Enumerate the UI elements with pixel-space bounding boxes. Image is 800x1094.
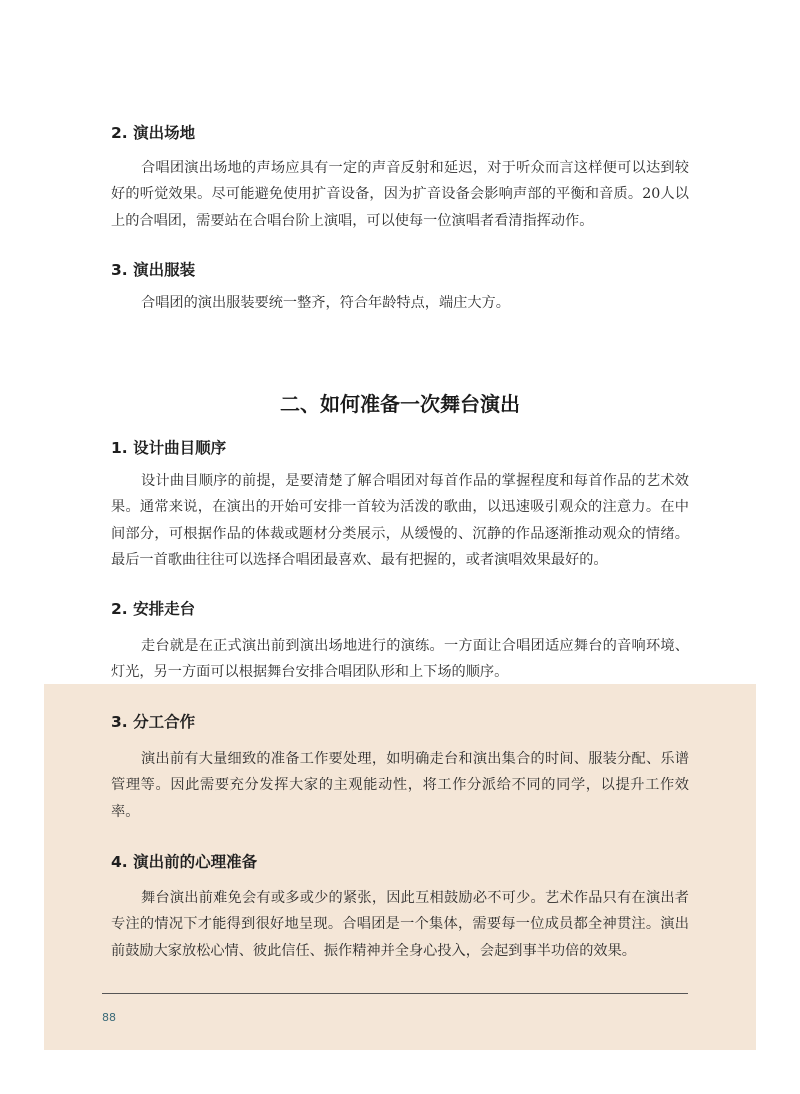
paragraph-rehearsal: 走台就是在正式演出前到演出场地进行的演练。一方面让合唱团适应舞台的音响环境、灯光，另一方面可以根据舞台安排合唱团队形和上下场的顺序。	[111, 638, 689, 681]
section-heading-venue: 2. 演出场地	[111, 124, 196, 142]
chapter-title: 二、如何准备一次舞台演出	[280, 392, 520, 416]
paragraph-costume: 合唱团的演出服装要统一整齐，符合年龄特点，端庄大方。	[141, 295, 510, 311]
subsection-heading-program-order: 1. 设计曲目顺序	[111, 439, 227, 457]
subsection-heading-rehearsal: 2. 安排走台	[111, 600, 196, 618]
paragraph-program-order: 设计曲目顺序的前提，是要清楚了解合唱团对每首作品的掌握程度和每首作品的艺术效果。通常来说，在演出的开始可安排一首较为活泼的歌曲，以迅速吸引观众的注意力。在中间部分，可根据作品的体裁或题材分类展示，从缓慢的、沉静的作品逐渐推动观众的情绪。最后一首歌曲往往可以选择合唱团最喜欢、最有把握的，或者演唱效果最好的。	[111, 473, 689, 568]
paragraph-teamwork: 演出前有大量细致的准备工作要处理，如明确走台和演出集合的时间、服装分配、乐谱管理等。因此需要充分发挥大家的主观能动性，将工作分派给不同的同学，以提升工作效率。	[111, 751, 689, 820]
paragraph-venue: 合唱团演出场地的声场应具有一定的声音反射和延迟，对于听众而言这样便可以达到较好的听觉效果。尽可能避免使用扩音设备，因为扩音设备会影响声部的平衡和音质。20人以上的合唱团，需要站在合唱台阶上演唱，可以使每一位演唱者看清指挥动作。	[111, 160, 689, 229]
subsection-heading-teamwork: 3. 分工合作	[111, 713, 196, 731]
paragraph-mental-prep: 舞台演出前难免会有或多或少的紧张，因此互相鼓励必不可少。艺术作品只有在演出者专注的情况下才能得到很好地呈现。合唱团是一个集体，需要每一位成员都全神贯注。演出前鼓励大家放松心情、彼此信任、振作精神并全身心投入，会起到事半功倍的效果。	[111, 890, 689, 959]
page-number: 88	[102, 1011, 116, 1024]
footer-divider	[102, 993, 688, 994]
section-heading-costume: 3. 演出服装	[111, 261, 196, 279]
subsection-heading-mental-prep: 4. 演出前的心理准备	[111, 853, 258, 871]
